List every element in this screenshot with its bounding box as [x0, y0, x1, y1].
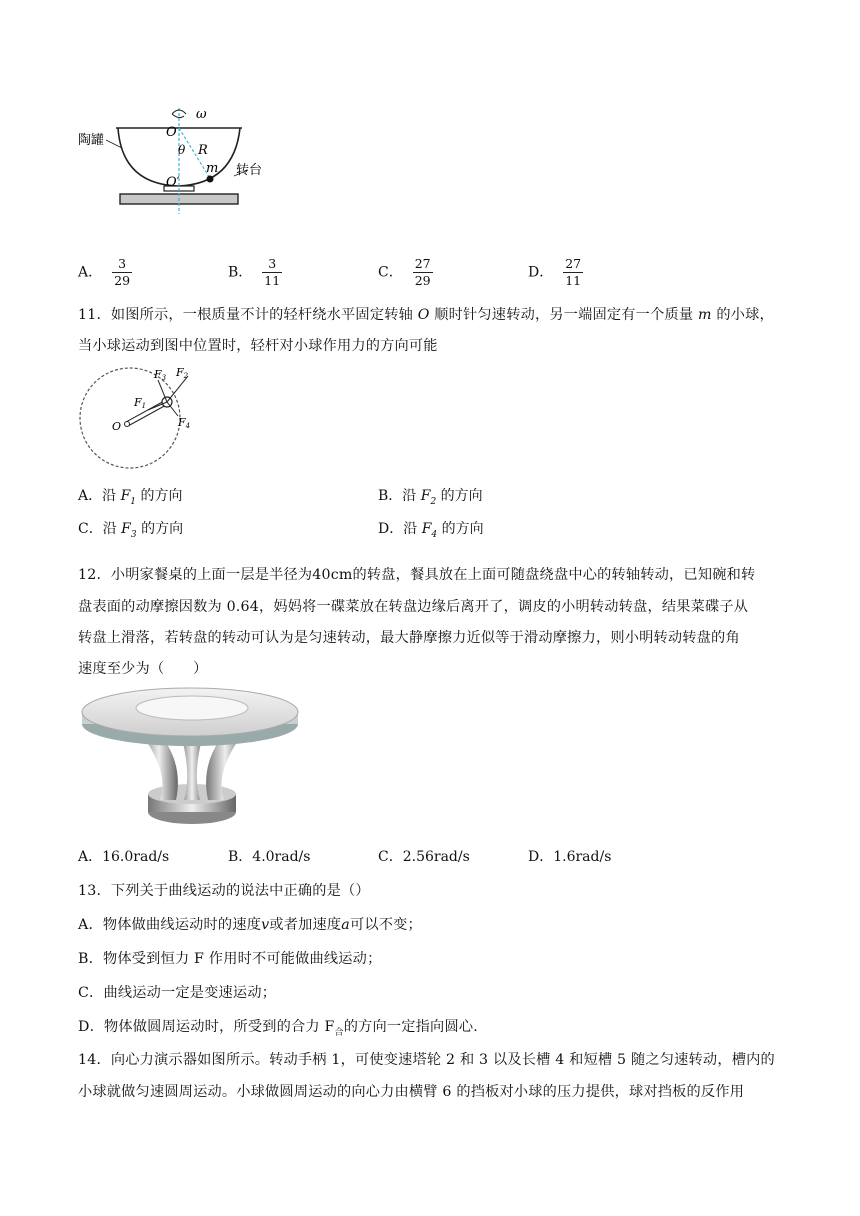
dining-table-image: [80, 682, 300, 832]
q13-option-c[interactable]: C．曲线运动一定是变速运动；: [78, 985, 277, 1001]
var-F: F: [121, 521, 131, 537]
point-Oprime-label: O′: [166, 175, 180, 190]
numerator: 3: [112, 256, 132, 273]
var-O: O: [417, 307, 430, 323]
q12-option-d[interactable]: D．1.6rad/s: [528, 849, 612, 865]
q10-option-b[interactable]: [228, 256, 282, 289]
q13-stem: 13．下列关于曲线运动的说法中正确的是（）: [78, 883, 370, 899]
q13-option-a[interactable]: [78, 914, 422, 934]
text: B．沿: [378, 488, 421, 504]
q10-option-a[interactable]: [78, 256, 132, 289]
var-m: m: [697, 307, 712, 323]
text: D．沿: [378, 521, 422, 537]
q11-option-b[interactable]: [378, 485, 483, 507]
f2-label: F2: [176, 366, 189, 380]
omega-label: ω: [196, 107, 207, 122]
q11-stem-line1: [78, 304, 774, 324]
fraction: [563, 256, 583, 289]
var-F: F: [420, 488, 431, 504]
text: 的方向: [437, 521, 484, 537]
mass-m-label: m: [206, 161, 219, 176]
text: 的方向: [136, 488, 183, 504]
q11-option-c[interactable]: [78, 518, 183, 540]
fraction: [413, 256, 433, 289]
f3-label: F3: [154, 368, 167, 382]
numerator: 3: [262, 256, 282, 273]
pivot-O-label: O: [112, 420, 122, 433]
fraction: [262, 256, 282, 289]
pot-label: 陶罐: [78, 133, 105, 148]
subscript: 2: [430, 496, 437, 507]
rod-circle-figure: [78, 364, 191, 472]
option-letter: A．: [78, 264, 103, 281]
radius-R-label: R: [198, 143, 208, 158]
var-F: F: [421, 521, 432, 537]
point-O-label: O: [166, 125, 177, 140]
q12-stem-line1: 12．小明家餐桌的上面一层是半径为40cm的转盘，餐具放在上面可随盘绕盘中心的转轴转动，已知碗和转: [78, 567, 756, 583]
var-v: v: [261, 917, 270, 933]
numerator: 27: [414, 256, 431, 271]
q13-option-d[interactable]: [78, 1016, 478, 1038]
option-letter: D．: [528, 264, 554, 281]
text: 的方向: [436, 488, 483, 504]
fraction: [112, 256, 132, 289]
option-letter: B．: [228, 264, 253, 281]
text: 或者加速度: [269, 917, 342, 933]
q12-option-a[interactable]: A．16.0rad/s: [78, 849, 170, 865]
f4-label: F4: [178, 416, 191, 430]
q12-option-b[interactable]: B．4.0rad/s: [228, 849, 311, 865]
q12-stem-line2: 盘表面的动摩擦因数为 0.64，妈妈将一碟菜放在转盘边缘后离开了，调皮的小明转动转盘，结果菜碟子从: [78, 599, 749, 615]
denominator: 29: [114, 273, 131, 288]
q11-option-a[interactable]: [78, 485, 182, 507]
text: A．沿: [78, 488, 121, 504]
denominator: 11: [264, 273, 281, 288]
text: 可以不变；: [349, 917, 422, 933]
q12-stem-line3: 转盘上滑落，若转盘的转动可认为是匀速转动，最大静摩擦力近似等于滑动摩擦力，则小明转动转盘的角: [78, 630, 740, 646]
theta-label: θ: [178, 143, 186, 157]
f1-label: F1: [134, 396, 147, 410]
text: 的方向: [136, 521, 184, 537]
pot-turntable-figure: [78, 104, 278, 216]
q14-stem-line2: 小球就做匀速圆周运动。小球做圆周运动的向心力由横臂 6 的挡板对小球的压力提供，球对挡板的反作用: [78, 1084, 745, 1100]
text: C．沿: [78, 521, 122, 537]
var-a: a: [341, 917, 350, 933]
q11-stem-line2: 当小球运动到图中位置时，轻杆对小球作用力的方向可能: [78, 338, 438, 354]
option-letter: C．: [378, 264, 403, 281]
q12-option-c[interactable]: C．2.56rad/s: [378, 849, 470, 865]
subscript: 合: [334, 1027, 344, 1038]
q13-option-b[interactable]: B．物体受到恒力 F 作用时不可能做曲线运动；: [78, 951, 382, 967]
var-F: F: [120, 488, 131, 504]
turntable-label: 转台: [236, 163, 263, 178]
q12-stem-line4: 速度至少为（ ）: [78, 661, 208, 677]
text: 11．如图所示，一根质量不计的轻杆绕水平固定转轴: [78, 307, 418, 323]
text: D．物体做圆周运动时，所受到的合力 F: [78, 1019, 335, 1035]
q11-option-d[interactable]: [378, 518, 484, 540]
text: 的方向一定指向圆心.: [343, 1019, 478, 1035]
subscript: 4: [431, 529, 438, 540]
text: 的小球，: [711, 307, 774, 323]
q14-stem-line1: 14．向心力演示器如图所示。转动手柄 1，可使变速塔轮 2 和 3 以及长槽 4 和短槽 5 随之匀速转动，槽内的: [78, 1052, 775, 1068]
denominator: 29: [414, 273, 431, 288]
denominator: 11: [565, 273, 582, 288]
q10-option-c[interactable]: [378, 256, 433, 289]
numerator: 27: [565, 256, 582, 271]
subscript: 3: [130, 529, 137, 540]
text: 顺时针匀速转动，另一端固定有一个质量: [429, 307, 698, 323]
text: A．物体做曲线运动时的速度: [78, 917, 262, 933]
q10-option-d[interactable]: [528, 256, 583, 289]
subscript: 1: [130, 496, 137, 507]
